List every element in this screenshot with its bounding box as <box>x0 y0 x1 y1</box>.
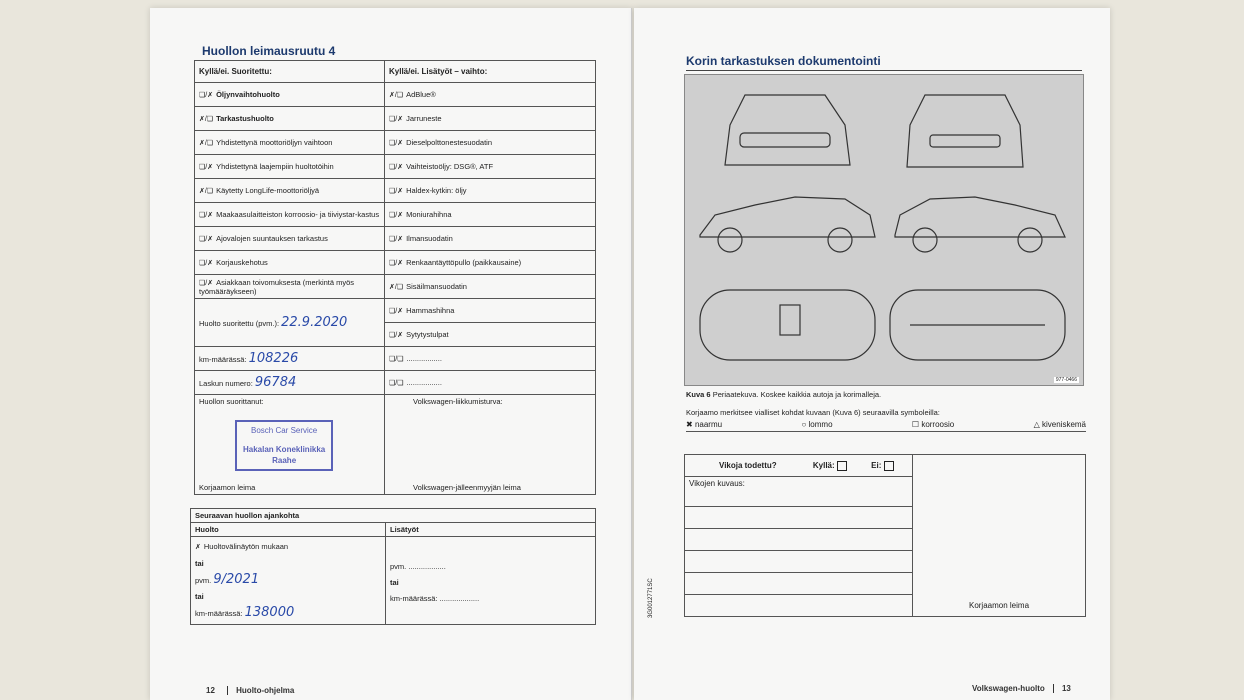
table-row <box>195 83 596 107</box>
checkbox[interactable]: ❏/✗ <box>389 260 404 267</box>
figure-code: 977-0466 <box>1055 377 1077 383</box>
row-label: Tarkastushuolto <box>216 114 274 123</box>
checkbox[interactable]: ❏/✗ <box>389 236 404 243</box>
checkbox[interactable]: ❏/✗ <box>389 116 404 123</box>
footer-text: Huolto-ohjelma <box>227 686 294 695</box>
page-title: Huollon leimausruutu 4 <box>202 44 336 58</box>
checkbox[interactable]: ❏/✗ <box>199 279 214 287</box>
symbol-legend <box>686 420 1086 432</box>
legend-label: kiveniskemä <box>1041 420 1086 429</box>
checkbox[interactable]: ❏/❏ <box>389 356 404 363</box>
checkbox[interactable]: ❏/✗ <box>199 236 214 243</box>
km-value[interactable]: 108226 <box>248 351 299 366</box>
indicator-checkbox[interactable]: ✗ <box>195 544 201 551</box>
car-diagram <box>684 74 1084 386</box>
row-label: Vaihteistoöljy: DSG®, ATF <box>406 162 494 171</box>
row-label: Käytetty LongLife-moottoriöljyä <box>216 186 320 195</box>
description-label: Vikojen kuvaus: <box>685 477 913 507</box>
next-service-title: Seuraavan huollon ajankohta <box>191 509 596 523</box>
row-label: Yhdistettynä moottoriöljyn vaihtoon <box>216 138 333 147</box>
workshop-stamp-area <box>913 455 1086 617</box>
description-line[interactable] <box>685 551 913 573</box>
service-stamp-table <box>194 60 596 495</box>
next-service-header: Huolto <box>191 523 386 537</box>
checkbox[interactable]: ❏/❏ <box>389 380 404 387</box>
car-outlines-image <box>685 75 1085 387</box>
yes-label: Kyllä: <box>812 460 835 470</box>
title-rule <box>686 70 1082 71</box>
col-left-header: Kyllä/ei. Suoritettu: <box>195 61 385 83</box>
stone-chip-icon: △ <box>1033 420 1040 429</box>
checkbox[interactable]: ❏/✗ <box>389 140 404 147</box>
checkbox[interactable]: ✗/❏ <box>389 92 404 99</box>
side-code: 3G0012771SC <box>648 578 654 618</box>
description-line[interactable] <box>685 529 913 551</box>
description-line[interactable] <box>685 573 913 595</box>
left-page <box>150 8 632 700</box>
legend-item <box>686 420 722 429</box>
table-row <box>195 107 596 131</box>
car-front-view <box>907 95 1023 167</box>
row-label: Renkaantäyttöpullo (paikkausaine) <box>406 258 522 267</box>
stamp-row <box>195 395 596 495</box>
row-label: Sisäilmansuodatin <box>406 282 467 291</box>
row-label: Hammashihna <box>406 306 455 315</box>
scratch-icon: ✖ <box>686 420 693 429</box>
or-label: tai <box>195 592 204 601</box>
car-rear-view <box>725 95 850 165</box>
table-row <box>195 299 596 323</box>
table-row <box>195 179 596 203</box>
row-label: Jarruneste <box>406 114 442 123</box>
mobility-label: Volkswagen-liikkumisturva: <box>413 397 503 406</box>
dealer-stamp-label: Volkswagen-jälleenmyyjän leima <box>413 483 521 492</box>
extra-date-label: pvm. .................. <box>390 562 446 571</box>
workshop-stamp-label: Korjaamon leima <box>968 601 1030 610</box>
row-label: Haldex-kytkin: öljy <box>406 186 467 195</box>
invoice-label: Laskun numero: <box>199 379 253 388</box>
or-label: tai <box>390 578 399 587</box>
checkbox[interactable]: ✗/❏ <box>199 116 214 123</box>
page-number: 12 <box>206 686 215 695</box>
no-checkbox[interactable] <box>884 461 894 471</box>
checkbox[interactable]: ❏/✗ <box>199 260 214 267</box>
corrosion-icon: ☐ <box>911 420 920 429</box>
row-label: AdBlue® <box>406 90 436 99</box>
caption-text: Periaatekuva. Koskee kaikkia autoja ja korimalleja. <box>712 390 882 399</box>
dent-icon: ○ <box>801 420 807 429</box>
legend-item <box>912 420 954 429</box>
row-label: Maakaasulaitteiston korroosio- ja tiiviystar-kastus <box>216 210 380 219</box>
invoice-value[interactable]: 96784 <box>254 375 297 390</box>
row-label: ................. <box>406 378 442 387</box>
stamp-text: Bosch Car Service <box>251 426 318 435</box>
col-right-header: Kyllä/ei. Lisätyöt – vaihto: <box>385 61 596 83</box>
table-row <box>195 347 596 371</box>
car-top-view <box>700 290 875 360</box>
checkbox[interactable]: ❏/✗ <box>389 212 404 219</box>
yes-checkbox[interactable] <box>837 461 847 471</box>
table-row <box>195 251 596 275</box>
row-label: Dieselpolttonestesuodatin <box>406 138 492 147</box>
workshop-stamp-label: Korjaamon leima <box>199 483 256 492</box>
checkbox[interactable]: ✗/❏ <box>389 284 404 291</box>
extra-km-label: km-määrässä: ................... <box>390 594 480 603</box>
date-label: Huolto suoritettu (pvm.): <box>199 319 280 328</box>
indicator-label: Huoltovälinäytön mukaan <box>203 542 289 551</box>
car-side-right <box>895 197 1065 237</box>
legend-label: naarmu <box>694 420 723 429</box>
legend-item <box>1034 420 1086 429</box>
row-label: Öljynvaihtohuolto <box>216 90 280 99</box>
checkbox[interactable]: ❏/✗ <box>199 212 214 219</box>
table-row <box>195 371 596 395</box>
legend-label: korroosio <box>921 420 955 429</box>
row-label: Asiakkaan toivomuksesta (merkintä myös työmääräykseen) <box>199 277 355 296</box>
checkbox[interactable]: ❏/✗ <box>199 164 214 171</box>
workshop-stamp-image <box>235 420 333 471</box>
checkbox[interactable]: ❏/✗ <box>389 308 404 315</box>
checkbox[interactable]: ❏/✗ <box>389 332 404 339</box>
table-row <box>195 155 596 179</box>
figure-caption <box>686 390 881 399</box>
row-label: Ilmansuodatin <box>406 234 453 243</box>
table-row <box>195 227 596 251</box>
next-date-label: pvm. <box>195 576 212 585</box>
instruction-text: Korjaamo merkitsee vialliset kohdat kuvaan (Kuva 6) seuraavilla symboleilla: <box>686 408 940 417</box>
no-label: Ei: <box>871 460 882 470</box>
booklet-spread <box>150 8 1110 700</box>
performed-by-label: Huollon suorittanut: <box>199 397 264 406</box>
next-service-table <box>190 508 596 625</box>
description-line[interactable] <box>685 595 913 617</box>
defects-table <box>684 454 1086 617</box>
stamp-text: Raahe <box>272 456 297 465</box>
right-page <box>634 8 1110 700</box>
table-row <box>195 203 596 227</box>
table-row <box>195 275 596 299</box>
page-title: Korin tarkastuksen dokumentointi <box>686 54 881 68</box>
next-km-label: km-määrässä: <box>195 609 243 618</box>
next-km-value[interactable]: 138000 <box>244 605 295 620</box>
row-label: Ajovalojen suuntauksen tarkastus <box>216 234 328 243</box>
row-label: Sytytystulpat <box>406 330 449 339</box>
row-label: ................. <box>406 354 442 363</box>
stamp-text: Hakalan Koneklinikka <box>243 445 326 454</box>
next-extra-header: Lisätyöt <box>386 523 596 537</box>
or-label: tai <box>195 559 204 568</box>
description-line[interactable] <box>685 507 913 529</box>
defects-label: Vikoja todettu? <box>719 460 777 470</box>
date-value[interactable]: 22.9.2020 <box>281 315 348 330</box>
row-label: Korjauskehotus <box>216 258 268 267</box>
caption-label: Kuva 6 <box>686 390 711 399</box>
checkbox[interactable]: ❏/✗ <box>389 188 404 195</box>
legend-item <box>801 420 832 429</box>
km-label: km-määrässä: <box>199 355 247 364</box>
legend-label: lommo <box>808 420 833 429</box>
page-number: 13 <box>1053 684 1071 693</box>
row-label: Yhdistettynä laajempiin huoltotöihin <box>216 162 334 171</box>
footer-text: Volkswagen-huolto <box>972 684 1045 693</box>
checkbox[interactable]: ✗/❏ <box>199 140 214 147</box>
checkbox[interactable]: ✗/❏ <box>199 188 214 195</box>
checkbox[interactable]: ❏/✗ <box>389 164 404 171</box>
table-row <box>195 131 596 155</box>
next-date-value[interactable]: 9/2021 <box>213 572 260 587</box>
row-label: Moniurahihna <box>406 210 452 219</box>
checkbox[interactable]: ❏/✗ <box>199 92 214 99</box>
